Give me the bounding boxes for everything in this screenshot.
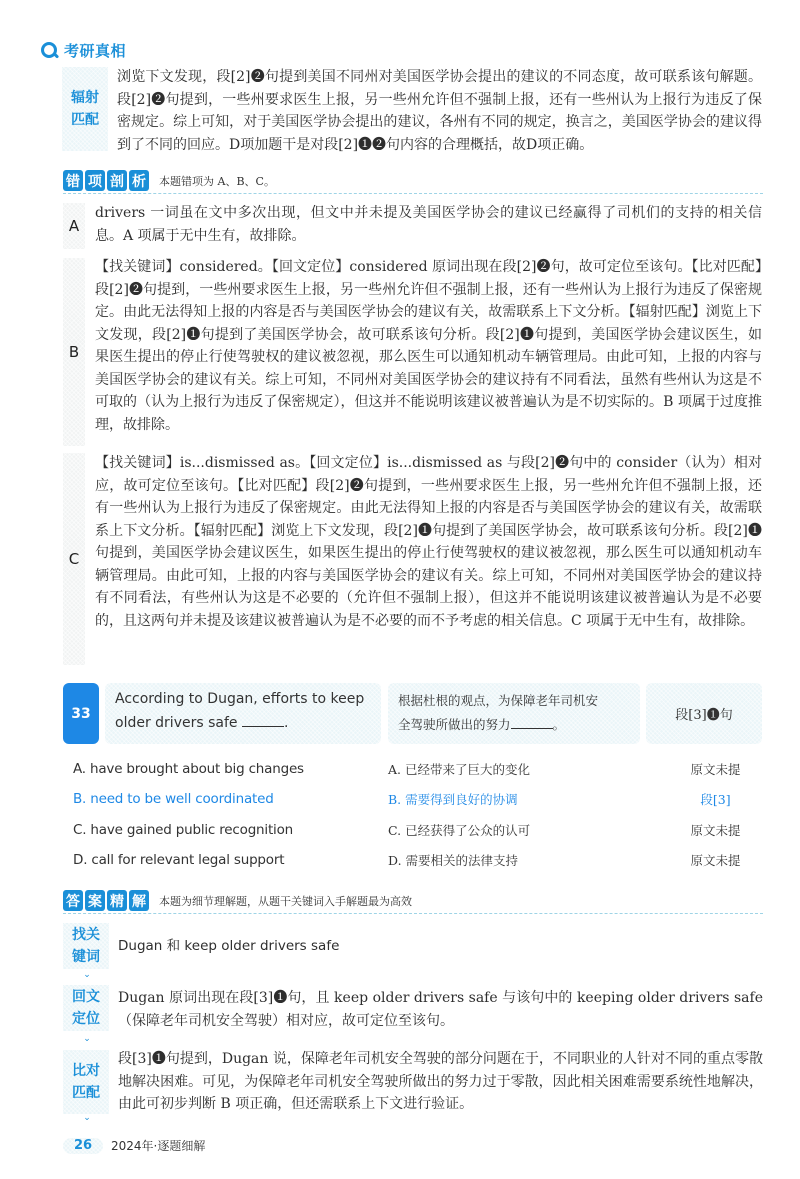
choice-row-b-correct: B. need to be well coordinated B. 需要得到良好的协调 段[3] [73,791,731,807]
footer-title: 2024年·逐题细解 [111,1139,206,1153]
header-chip: 剖 [107,170,127,191]
choice-row-c: C. have gained public recognition C. 已经获得了公众的认可 原文未提 [73,822,741,838]
page-number: 26 [63,1138,103,1154]
header-chip: 案 [85,890,105,911]
brand-title: 考研真相 [64,42,127,60]
header-chip: 错 [63,170,83,191]
step-label-keywords: 找关 键词 [63,923,109,969]
page-footer [63,1137,205,1154]
radiation-match-text: 浏览下文发现，段[2]❷句提到美国不同州对美国医学协会提出的建议的不同态度，故可联系该句解题。段[2]❷句提到，一些州要求医生上报，另一些州允许但不强制上报，还有一些州认为上报行为违反了保密规定。综上可知，对于美国医学协会提出的建议，各州有不同的规定，换言之，美国医学协会的建议得到了不同的回应。D项加题干是对段[2]❶❷句内容的合理概括，故D项正确。 [117,69,762,153]
header-chip: 析 [129,170,149,191]
search-icon [40,41,60,61]
answer-blank [511,715,553,729]
choice-row-a: A. have brought about big changes A. 已经带来了巨大的变化 原文未提 [73,761,741,777]
answer-blank [242,713,284,727]
option-letter-b: B [63,258,85,446]
question-stem-en: According to Dugan, efforts to keep older drivers safe . [105,683,381,744]
option-b-analysis: 【找关键词】considered。【回文定位】considered 原词出现在段[2]❷句，故可定位至该句。【比对匹配】段[2]❷句提到，一些州要求医生上报，另一些州允许但不强制上报，还有一些州认为上报行为违反了保密规定。由此无法得知上报的内容是否与美国医学协会的建议有关，故需联系上下文分析。【辐射匹配】浏览上下文发现，段[2]❶句提到了美国医学协会，故可联系该句分析。段[2]❶句提到，美国医学协会建议医生，如果医生提出的停止行使驾驶权的建议被忽视，那么医生可以通知机动车辆管理局。由此可知，上报的内容与美国医学协会的建议有关。综上可知，不同州对美国医学协会的建议持有不同看法，虽然有些州认为这是不可取的（认为上报行为违反了保密规定），但这并不能说明该建议被普遍认为是不切实际的。B 项属于过度推理，故排除。 [95,259,762,433]
question-location: 段[3]❶句 [646,683,762,744]
step-label-compare: 比对 匹配 [63,1050,109,1114]
step-label-locate: 回文 定位 [63,985,109,1031]
choice-row-d: D. call for relevant legal support D. 需要相关的法律支持 原文未提 [73,852,741,868]
option-letter-c: C [63,453,85,665]
header-chip: 解 [129,890,149,911]
chevron-down-icon: ⌄ [83,1034,91,1044]
option-letter-a: A [63,203,85,249]
step-locate-text: Dugan 原词出现在段[3]❶句，且 keep older drivers safe 与该句中的 keeping older drivers safe（保障老年司机安全驾驶）相对应，故可定位至该句。 [118,990,763,1029]
answer-analysis-note: 本题为细节理解题，从题干关键词入手解题最为高效 [159,895,412,908]
step-keywords-text: Dugan 和 keep older drivers safe [118,938,340,954]
chevron-down-icon: ⌄ [83,1113,91,1123]
step-compare-text: 段[3]❶句提到，Dugan 说，保障老年司机安全驾驶的部分问题在于，不同职业的人针对不同的重点零散地解决困难。可见，为保障老年司机安全驾驶所做出的努力过于零散，因此相关困难需要系统性地解决，由此可初步判断 B 项正确，但还需联系上下文进行验证。 [118,1051,763,1112]
option-c-analysis: 【找关键词】is...dismissed as。【回文定位】is...dismissed as 与段[2]❷句中的 consider（认为）相对应，故可定位至该句。【比对匹配】段[2]❷句提到，一些州要求医生上报，另一些州允许但不强制上报，还有一些州认为上报行为违反了保密规定。由此无法得知上报的内容是否与美国医学协会的建议有关，故需联系上下文分析。【辐射匹配】浏览上下文发现，段[2]❶句提到了美国医学协会，故可联系该句分析。段[2]❶句提到，美国医学协会建议医生，如果医生提出的停止行使驾驶权的建议被忽视，那么医生可以通知机动车辆管理局。由此可知，上报的内容与美国医学协会的建议有关。综上可知，不同州对美国医学协会的建议持有不同看法，有些州认为这是不必要的（允许但不强制上报），但这并不能说明该建议被普遍认为是不必要的，且这两句并未提及该建议被普遍认为是不必要的而不予考虑的相关信息。C 项属于无中生有，故排除。 [95,455,762,629]
header-chip: 项 [85,170,105,191]
answer-analysis-header [63,890,763,914]
wrong-analysis-header [63,170,763,194]
question-number: 33 [63,683,99,744]
header-chip: 精 [107,890,127,911]
option-a-analysis: drivers 一词虽在文中多次出现，但文中并未提及美国医学协会的建议已经赢得了司机们的支持的相关信息。A 项属于无中生有，故排除。 [95,205,762,244]
brand-header [40,40,126,61]
wrong-analysis-note: 本题错项为 A、B、C。 [159,175,275,188]
chevron-down-icon: ⌄ [83,970,91,980]
header-chip: 答 [63,890,83,911]
radiation-match-label: 辐射 匹配 [62,67,108,151]
question-stem-zh: 根据杜根的观点，为保障老年司机安 全驾驶所做出的努力 。 [388,683,640,744]
